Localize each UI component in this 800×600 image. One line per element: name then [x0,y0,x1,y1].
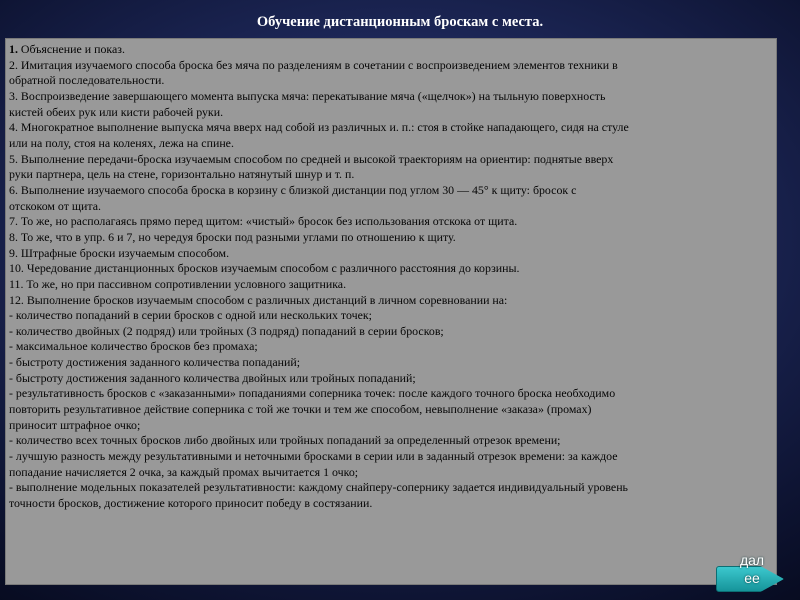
list-line: отскоком от щита. [9,198,101,213]
list-line: 7. То же, но располагаясь прямо перед щитом: «чистый» бросок без использования отскока от щита. [9,214,518,229]
list-line: 5. Выполнение передачи-броска изучаемым способом по средней и высокой траекториям на ориентир: поднятые вверх [9,151,614,166]
list-line: приносит штрафное очко; [9,417,141,432]
list-line: 10. Чередование дистанционных бросков изучаемым способом с различного расстояния до корзины. [9,261,520,276]
list-line: - количество всех точных бросков либо двойных или тройных попаданий за определенный отрезок времени; [9,433,561,448]
list-line [9,42,772,58]
content-text-box [5,38,777,585]
list-line: обратной последовательности. [9,73,165,88]
list-line: 12. Выполнение бросков изучаемым способом с различных дистанций в личном соревновании на: [9,292,508,307]
list-line: - количество двойных (2 подряд) или тройных (3 подряд) попаданий в серии бросков; [9,323,444,338]
list-line: или на полу, стоя на коленях, лежа на спине. [9,135,234,150]
next-label-part-2: ее [744,570,760,586]
list-line: - быстроту достижения заданного количества попаданий; [9,355,301,370]
list-line: руки партнера, цель на стене, горизонтально натянутый шнур и т. п. [9,167,355,182]
list-line: - количество попаданий в серии бросков с одной или нескольких точек; [9,308,372,323]
list-line: 4. Многократное выполнение выпуска мяча вверх над собой из различных и. п.: стоя в стойке нападающего, сидя на стуле [9,120,629,135]
list-line: кистей обеих рук или кисти рабочей руки. [9,104,224,119]
list-number: 1. [9,42,18,56]
list-line: 11. То же, но при пассивном сопротивлении условного защитника. [9,276,347,291]
list-line: - лучшую разность между результативными и неточными бросками в серии или в заданный отрезок времени: за каждое [9,449,618,464]
list-line: - результативность бросков с «заказанными» попаданиями соперника точек: после каждого точного броска необходимо [9,386,616,401]
list-line: точности бросков, достижение которого приносит победу в состязании. [9,496,373,511]
list-line: 9. Штрафные броски изучаемым способом. [9,245,230,260]
next-button-label[interactable] [722,551,782,587]
list-line: 6. Выполнение изучаемого способа броска в корзину с близкой дистанции под углом 30 — 45° к щиту: бросок с [9,182,577,197]
list-line: - выполнение модельных показателей результативности: каждому снайперу-сопернику задается индивидуальный уровень [9,480,628,495]
list-line: повторить результативное действие соперника с той же точки и тем же способом, невыполнение «заказа» (промах) [9,402,592,417]
list-line: 8. То же, что в упр. 6 и 7, но чередуя броски под разными углами по отношению к щиту. [9,229,456,244]
slide-title: Обучение дистанционным броскам с места. [256,14,544,30]
line-text: Объяснение и показ. [20,42,125,56]
list-line: 2. Имитация изучаемого способа броска без мяча по разделениям в сочетании с воспроизведением элементов техники в [9,57,618,72]
list-line: - быстроту достижения заданного количества двойных или тройных попаданий; [9,370,416,385]
list-line: 3. Воспроизведение завершающего момента выпуска мяча: перекатывание мяча («щелчок») на тыльную поверхность [9,88,606,103]
list-line: попадание начисляется 2 очка, за каждый промах вычитается 1 очко; [9,464,359,479]
list-line: - максимальное количество бросков без промаха; [9,339,258,354]
next-label-part-1: дал [739,552,765,568]
